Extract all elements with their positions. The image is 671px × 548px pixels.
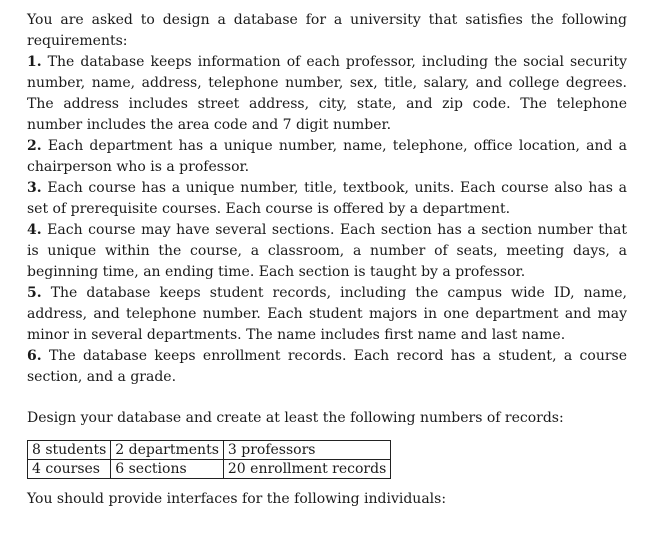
table-cell: 3 professors: [223, 441, 390, 460]
table-cell: 4 courses: [28, 460, 111, 479]
table-cell: 2 departments: [111, 441, 224, 460]
requirement-text: The database keeps enrollment records. Each record has a student, a course section, and a grade.: [27, 348, 628, 385]
requirement-item: [27, 220, 627, 283]
design-instruction: Design your database and create at least the following numbers of records:: [27, 410, 564, 426]
requirement-item: [27, 136, 627, 178]
table-cell: 6 sections: [111, 460, 224, 479]
requirements-list: [27, 52, 627, 388]
requirement-item: [27, 346, 627, 388]
requirement-number: 1.: [27, 54, 42, 70]
document-page: [27, 10, 627, 510]
table-row: [28, 441, 391, 460]
requirement-item: [27, 178, 627, 220]
interfaces-line: You should provide interfaces for the following individuals:: [27, 491, 447, 507]
spacer: [27, 429, 627, 440]
table-cell: 8 students: [28, 441, 111, 460]
requirement-number: 3.: [27, 180, 42, 196]
requirement-number: 4.: [27, 222, 42, 238]
intro-paragraph: You are asked to design a database for a university that satisfies the following requirements:: [27, 12, 627, 49]
requirement-text: Each course may have several sections. Each section has a section number that is unique within the course, a classroom, a number of seats, meeting days, a beginning time, an ending time. Each section is taught by a professor.: [27, 222, 627, 280]
table-cell: 20 enrollment records: [223, 460, 390, 479]
requirement-item: [27, 283, 627, 346]
requirement-text: The database keeps information of each professor, including the social security number, name, address, telephone number, sex, title, salary, and college degrees. The address includes street address, city, state, and zip code. The telephone number includes the area code and 7 digit number.: [27, 54, 627, 133]
spacer: [27, 388, 627, 408]
requirement-number: 2.: [27, 138, 42, 154]
requirement-item: [27, 52, 627, 136]
requirement-text: Each course has a unique number, title, textbook, units. Each course also has a set of prerequisite courses. Each course is offered by a department.: [27, 180, 627, 217]
requirement-text: The database keeps student records, including the campus wide ID, name, address, and telephone number. Each student majors in one department and may minor in several departments. The name includes first name and last name.: [27, 285, 627, 343]
records-table: [27, 440, 391, 479]
table-row: [28, 460, 391, 479]
requirement-number: 5.: [27, 285, 42, 301]
requirement-number: 6.: [27, 348, 42, 364]
requirement-text: Each department has a unique number, name, telephone, office location, and a chairperson who is a professor.: [27, 138, 628, 175]
